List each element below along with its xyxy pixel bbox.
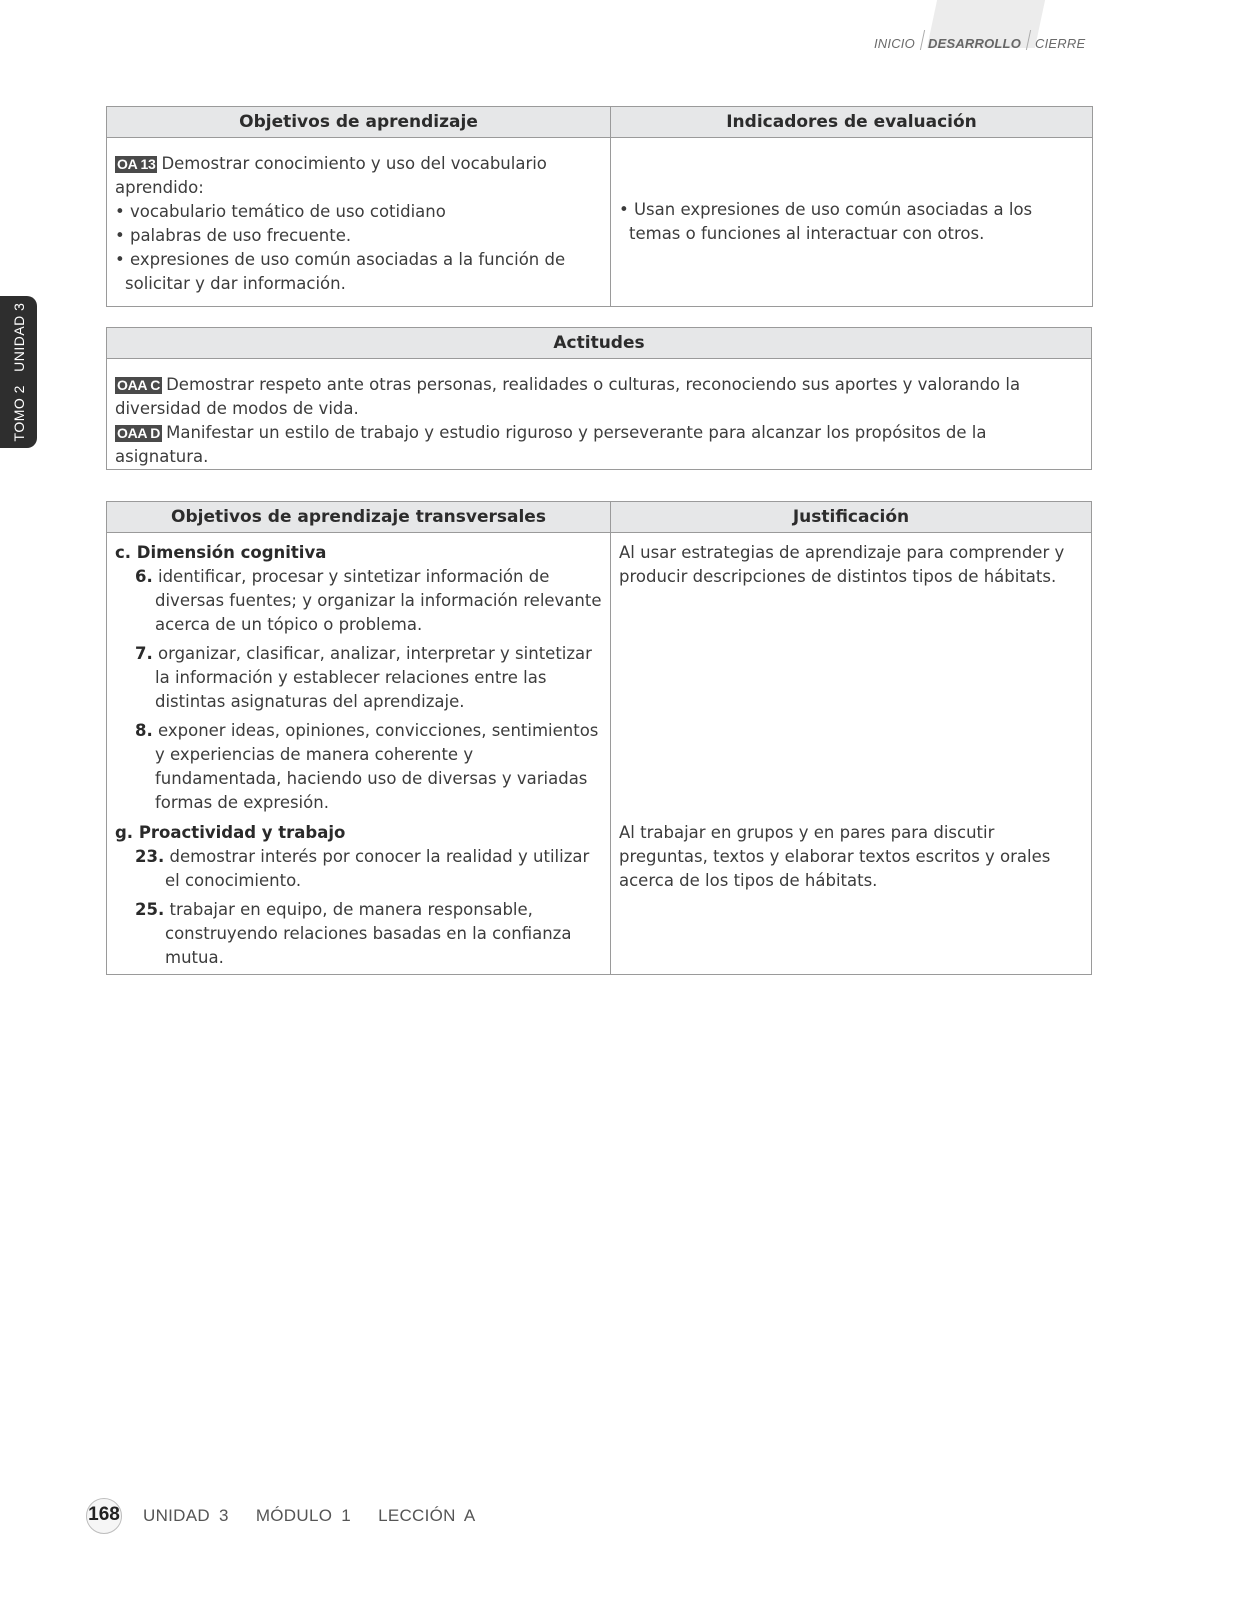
indicator-text: • Usan expresiones de uso común asociadas a los temas o funciones al interactuar con otros. [619, 200, 1033, 243]
justificacion-cell: Al usar estrategias de aprendizaje para comprender y producir descripciones de distintos tipos de hábitats. [611, 533, 1092, 820]
transversales-table [106, 501, 1092, 975]
oat-item: 7. organizar, clasificar, analizar, interpretar y sintetizar la información y establecer relaciones entre las distintas asignaturas del aprendizaje. [135, 644, 592, 711]
oa-code-badge: OA 13 [117, 156, 156, 172]
phase-nav [874, 0, 1120, 60]
indicadores-header: Indicadores de evaluación [611, 107, 1093, 138]
actitud-text: Manifestar un estilo de trabajo y estudio riguroso y perseverante para alcanzar los propósitos de la asignatura. [115, 423, 987, 466]
oaa-code-badge: OAA C [117, 377, 161, 393]
oat-item: 23. demostrar interés por conocer la realidad y utilizar el conocimiento. [135, 847, 590, 890]
indicador-cell [611, 138, 1093, 307]
actitud-item [115, 421, 1071, 469]
side-tab-label: TOMO 2 UNIDAD 3 [10, 302, 27, 442]
oa-bullet: • expresiones de uso común asociadas a la función de solicitar y dar información. [115, 250, 566, 293]
page-number: 168 [88, 1504, 120, 1525]
dimension-cognitiva-cell [107, 533, 611, 820]
proactividad-cell [107, 819, 611, 975]
objetivos-table [106, 106, 1093, 307]
oat-item: 6. identificar, procesar y sintetizar información de diversas fuentes; y organizar la información relevante acerca de un tópico o problema. [135, 567, 602, 634]
phase-cierre: CIERRE [1035, 36, 1086, 51]
objetivo-cell [107, 138, 611, 307]
actitudes-cell [107, 359, 1092, 470]
actitud-item [115, 373, 1071, 421]
objetivos-header: Objetivos de aprendizaje [107, 107, 611, 138]
footer-breadcrumb: UNIDAD 3 MÓDULO 1 LECCIÓN A [143, 1506, 476, 1525]
section-heading: c. Dimensión cognitiva [115, 543, 327, 562]
oaa-code-badge: OAA D [117, 425, 161, 441]
justificacion-header: Justificación [611, 502, 1092, 533]
actitud-text: Demostrar respeto ante otras personas, realidades o culturas, reconociendo sus aportes y valorando la diversidad de modos de vida. [115, 375, 1021, 418]
oa-text: Demostrar conocimiento y uso del vocabulario aprendido: [115, 154, 547, 197]
justificacion-cell: Al trabajar en grupos y en pares para discutir preguntas, textos y elaborar textos escritos y orales acerca de los tipos de hábitats. [611, 819, 1092, 975]
actitudes-table [106, 327, 1092, 470]
oat-item: 25. trabajar en equipo, de manera responsable, construyendo relaciones basadas en la confianza mutua. [135, 900, 572, 967]
side-tab [0, 296, 37, 448]
transversales-header: Objetivos de aprendizaje transversales [107, 502, 611, 533]
oat-item: 8. exponer ideas, opiniones, convicciones, sentimientos y experiencias de manera coherente y fundamentada, haciendo uso de diversas y variadas formas de expresión. [135, 721, 599, 812]
section-heading: g. Proactividad y trabajo [115, 823, 346, 842]
actitudes-header: Actitudes [107, 328, 1092, 359]
phase-divider [920, 30, 925, 50]
phase-inicio: INICIO [874, 36, 915, 51]
phase-desarrollo: DESARROLLO [928, 36, 1021, 51]
oa-bullet: • vocabulario temático de uso cotidiano [115, 202, 446, 221]
oa-bullet: • palabras de uso frecuente. [115, 226, 352, 245]
